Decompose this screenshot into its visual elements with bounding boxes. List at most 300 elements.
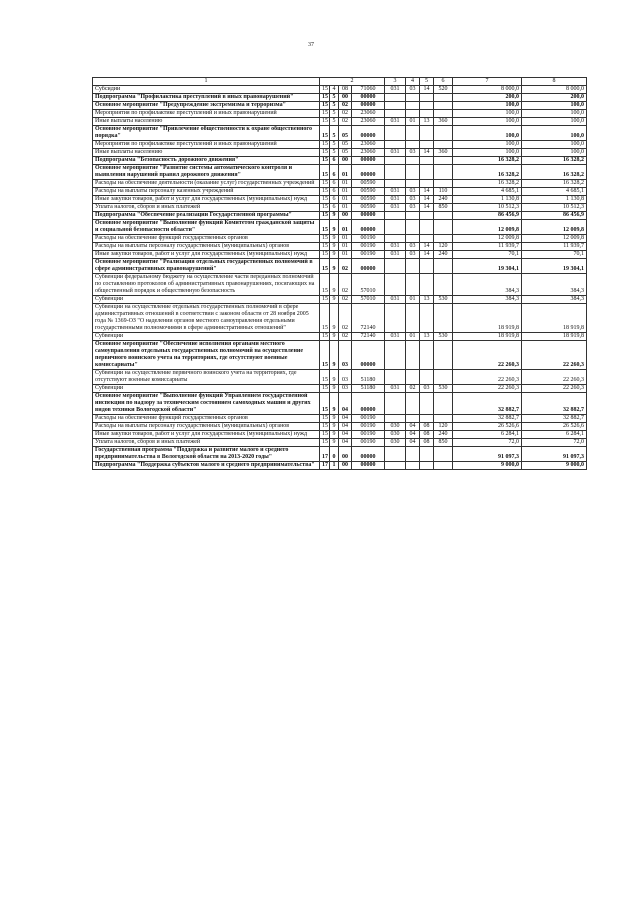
section-code [406, 212, 420, 220]
row-name: Уплата налогов, сборов и иных платежей [93, 204, 320, 212]
code-subprogram: 9 [330, 415, 339, 423]
amount-year2: 100,0 [522, 118, 587, 126]
row-name: Основное мероприятие "Выполнение функций Комитетом гражданской защиты и социальной безопасности области" [93, 220, 320, 235]
code-direction: 00000 [352, 393, 385, 415]
code-measure: 00 [339, 462, 352, 470]
grbs-code [385, 220, 406, 235]
row-name: Мероприятия по профилактике преступлений и иных правонарушений [93, 141, 320, 149]
budget-table [92, 77, 587, 470]
code-direction: 00000 [352, 102, 385, 110]
grbs-code [385, 415, 406, 423]
row-name: Расходы на выплаты персоналу казенных учреждений [93, 188, 320, 196]
header-cell: 8 [522, 78, 587, 86]
amount-year1: 200,0 [453, 94, 522, 102]
code-measure: 05 [339, 149, 352, 157]
table-row [93, 251, 587, 259]
subsection-code [420, 180, 434, 188]
expense-type-code: 530 [434, 385, 453, 393]
code-direction: 00590 [352, 188, 385, 196]
code-subprogram: 9 [330, 259, 339, 274]
code-direction: 72140 [352, 304, 385, 333]
section-code [406, 235, 420, 243]
code-subprogram: 6 [330, 180, 339, 188]
amount-year1: 16 328,2 [453, 157, 522, 165]
code-subprogram: 9 [330, 385, 339, 393]
grbs-code: 031 [385, 149, 406, 157]
section-code [406, 274, 420, 296]
code-measure: 01 [339, 235, 352, 243]
table-row [93, 447, 587, 462]
amount-year1: 100,0 [453, 102, 522, 110]
subsection-code: 14 [420, 188, 434, 196]
code-measure: 02 [339, 102, 352, 110]
expense-type-code: 240 [434, 196, 453, 204]
subsection-code: 14 [420, 204, 434, 212]
expense-type-code [434, 212, 453, 220]
code-subprogram: 6 [330, 196, 339, 204]
section-code: 03 [406, 204, 420, 212]
grbs-code [385, 94, 406, 102]
code-subprogram: 9 [330, 439, 339, 447]
grbs-code: 031 [385, 333, 406, 341]
amount-year2: 70,1 [522, 251, 587, 259]
amount-year1: 26 526,6 [453, 423, 522, 431]
code-program: 15 [320, 259, 330, 274]
amount-year1: 100,0 [453, 149, 522, 157]
expense-type-code [434, 235, 453, 243]
code-program: 15 [320, 180, 330, 188]
grbs-code [385, 102, 406, 110]
section-code [406, 94, 420, 102]
amount-year1: 10 512,3 [453, 204, 522, 212]
grbs-code [385, 235, 406, 243]
code-subprogram: 6 [330, 204, 339, 212]
subsection-code: 14 [420, 196, 434, 204]
code-subprogram: 9 [330, 220, 339, 235]
code-program: 15 [320, 431, 330, 439]
expense-type-code [434, 126, 453, 141]
code-direction: 23060 [352, 118, 385, 126]
code-subprogram: 0 [330, 447, 339, 462]
amount-year1: 6 284,1 [453, 431, 522, 439]
code-measure: 04 [339, 393, 352, 415]
expense-type-code [434, 110, 453, 118]
table-row [93, 126, 587, 141]
code-measure: 01 [339, 243, 352, 251]
expense-type-code [434, 304, 453, 333]
code-program: 15 [320, 102, 330, 110]
amount-year1: 18 919,8 [453, 304, 522, 333]
code-subprogram: 5 [330, 141, 339, 149]
code-program: 15 [320, 304, 330, 333]
row-name: Основное мероприятие "Реализация отдельных государственных полномочий в сфере административных правонарушений" [93, 259, 320, 274]
table-row [93, 110, 587, 118]
code-program: 17 [320, 462, 330, 470]
amount-year2: 8 000,0 [522, 86, 587, 94]
row-name: Расходы на обеспечение функций государственных органов [93, 235, 320, 243]
code-measure: 02 [339, 259, 352, 274]
section-code: 01 [406, 333, 420, 341]
row-name: Расходы на обеспечение функций государственных органов [93, 415, 320, 423]
table-row [93, 196, 587, 204]
subsection-code [420, 274, 434, 296]
row-name: Иные закупки товаров, работ и услуг для государственных (муниципальных) нужд [93, 431, 320, 439]
amount-year1: 22 260,3 [453, 385, 522, 393]
amount-year1: 18 919,8 [453, 333, 522, 341]
subsection-code [420, 110, 434, 118]
subsection-code [420, 341, 434, 370]
code-direction: 57010 [352, 274, 385, 296]
row-name: Основное мероприятие "Привлечение общественности к охране общественного порядка" [93, 126, 320, 141]
row-name: Мероприятия по профилактике преступлений и иных правонарушений [93, 110, 320, 118]
amount-year1: 100,0 [453, 126, 522, 141]
amount-year2: 22 260,3 [522, 370, 587, 385]
amount-year2: 100,0 [522, 141, 587, 149]
subsection-code [420, 141, 434, 149]
code-measure: 04 [339, 423, 352, 431]
grbs-code: 031 [385, 188, 406, 196]
section-code: 01 [406, 296, 420, 304]
code-direction: 00190 [352, 243, 385, 251]
code-subprogram: 9 [330, 393, 339, 415]
code-program: 15 [320, 333, 330, 341]
row-name: Основное мероприятие "Обеспечение исполнения органами местного самоуправления отдельных государственных полномочий на осуществление первичного воинского учета на территориях, где отсутствуют военные комиссариаты" [93, 341, 320, 370]
expense-type-code [434, 180, 453, 188]
code-subprogram: 6 [330, 188, 339, 196]
row-name: Подпрограмма "Безопасность дорожного движения" [93, 157, 320, 165]
code-direction: 00000 [352, 165, 385, 180]
grbs-code [385, 447, 406, 462]
amount-year2: 72,0 [522, 439, 587, 447]
code-measure: 00 [339, 157, 352, 165]
row-name: Иные выплаты населению [93, 118, 320, 126]
grbs-code [385, 462, 406, 470]
grbs-code [385, 274, 406, 296]
subsection-code [420, 393, 434, 415]
table-row [93, 141, 587, 149]
expense-type-code [434, 393, 453, 415]
section-code [406, 415, 420, 423]
code-program: 15 [320, 341, 330, 370]
row-name: Иные выплаты населению [93, 149, 320, 157]
amount-year2: 12 009,8 [522, 235, 587, 243]
section-code [406, 126, 420, 141]
amount-year1: 1 130,8 [453, 196, 522, 204]
code-direction: 71060 [352, 86, 385, 94]
amount-year1: 100,0 [453, 110, 522, 118]
table-row [93, 204, 587, 212]
amount-year1: 70,1 [453, 251, 522, 259]
table-row [93, 212, 587, 220]
code-direction: 00000 [352, 212, 385, 220]
table-row [93, 118, 587, 126]
expense-type-code: 110 [434, 188, 453, 196]
section-code [406, 370, 420, 385]
amount-year1: 72,0 [453, 439, 522, 447]
grbs-code [385, 126, 406, 141]
code-direction: 00190 [352, 423, 385, 431]
row-name: Расходы на выплаты персоналу государственных (муниципальных) органов [93, 243, 320, 251]
subsection-code: 14 [420, 251, 434, 259]
section-code: 04 [406, 439, 420, 447]
amount-year1: 12 009,8 [453, 235, 522, 243]
expense-type-code [434, 462, 453, 470]
code-program: 15 [320, 165, 330, 180]
subsection-code [420, 447, 434, 462]
table-body [93, 86, 587, 470]
amount-year2: 16 328,2 [522, 180, 587, 188]
row-name: Иные закупки товаров, работ и услуг для государственных (муниципальных) нужд [93, 251, 320, 259]
expense-type-code [434, 165, 453, 180]
table-row [93, 188, 587, 196]
expense-type-code [434, 370, 453, 385]
code-subprogram: 5 [330, 94, 339, 102]
code-direction: 00190 [352, 431, 385, 439]
code-program: 15 [320, 393, 330, 415]
expense-type-code [434, 259, 453, 274]
row-name: Основное мероприятие "Выполнение функций Управлением государственной инспекции по надзору за техническим состоянием самоходных машин и других видов техники Вологодской области" [93, 393, 320, 415]
section-code: 01 [406, 118, 420, 126]
amount-year2: 32 882,7 [522, 415, 587, 423]
amount-year2: 100,0 [522, 126, 587, 141]
subsection-code [420, 126, 434, 141]
code-direction: 00190 [352, 439, 385, 447]
code-program: 15 [320, 196, 330, 204]
grbs-code: 031 [385, 204, 406, 212]
code-measure: 01 [339, 188, 352, 196]
code-direction: 00190 [352, 415, 385, 423]
code-measure: 02 [339, 110, 352, 118]
code-subprogram: 6 [330, 157, 339, 165]
section-code [406, 304, 420, 333]
section-code: 03 [406, 188, 420, 196]
amount-year1: 22 260,3 [453, 341, 522, 370]
subsection-code [420, 165, 434, 180]
code-direction: 23060 [352, 149, 385, 157]
code-measure: 01 [339, 220, 352, 235]
expense-type-code [434, 141, 453, 149]
amount-year1: 86 456,9 [453, 212, 522, 220]
amount-year2: 100,0 [522, 102, 587, 110]
table-row [93, 439, 587, 447]
code-direction: 00000 [352, 341, 385, 370]
code-measure: 04 [339, 431, 352, 439]
section-code [406, 220, 420, 235]
subsection-code: 13 [420, 296, 434, 304]
section-code: 03 [406, 243, 420, 251]
amount-year2: 32 882,7 [522, 393, 587, 415]
amount-year2: 18 919,8 [522, 304, 587, 333]
subsection-code [420, 94, 434, 102]
code-direction: 00590 [352, 180, 385, 188]
amount-year2: 100,0 [522, 110, 587, 118]
expense-type-code: 240 [434, 251, 453, 259]
grbs-code: 031 [385, 243, 406, 251]
code-program: 15 [320, 415, 330, 423]
table-row [93, 149, 587, 157]
subsection-code [420, 415, 434, 423]
section-code [406, 180, 420, 188]
code-direction: 00000 [352, 220, 385, 235]
table-row [93, 180, 587, 188]
grbs-code: 030 [385, 439, 406, 447]
table-row [93, 462, 587, 470]
code-direction: 51180 [352, 370, 385, 385]
section-code [406, 110, 420, 118]
table-row [93, 102, 587, 110]
code-direction: 00590 [352, 196, 385, 204]
row-name: Субвенции [93, 333, 320, 341]
code-program: 17 [320, 447, 330, 462]
row-name: Подпрограмма "Поддержка субъектов малого и среднего предпринимательства" [93, 462, 320, 470]
table-row [93, 220, 587, 235]
code-subprogram: 6 [330, 165, 339, 180]
code-subprogram: 9 [330, 243, 339, 251]
section-code: 03 [406, 196, 420, 204]
code-subprogram: 4 [330, 86, 339, 94]
row-name: Субвенции на осуществление первичного воинского учета на территориях, где отсутствуют военные комиссариаты [93, 370, 320, 385]
amount-year1: 4 685,1 [453, 188, 522, 196]
code-measure: 01 [339, 196, 352, 204]
code-program: 15 [320, 243, 330, 251]
expense-type-code: 120 [434, 423, 453, 431]
header-cell: 1 [93, 78, 320, 86]
code-program: 15 [320, 188, 330, 196]
header-cell: 2 [320, 78, 385, 86]
code-direction: 51180 [352, 385, 385, 393]
code-program: 15 [320, 141, 330, 149]
row-name: Субвенции [93, 385, 320, 393]
amount-year1: 100,0 [453, 118, 522, 126]
subsection-code [420, 212, 434, 220]
amount-year1: 8 000,0 [453, 86, 522, 94]
table-row [93, 296, 587, 304]
code-measure: 03 [339, 341, 352, 370]
grbs-code: 031 [385, 118, 406, 126]
code-program: 15 [320, 126, 330, 141]
code-program: 15 [320, 157, 330, 165]
code-program: 15 [320, 235, 330, 243]
row-name: Иные закупки товаров, работ и услуг для государственных (муниципальных) нужд [93, 196, 320, 204]
amount-year2: 384,3 [522, 274, 587, 296]
code-direction: 00190 [352, 251, 385, 259]
expense-type-code [434, 274, 453, 296]
code-measure: 00 [339, 94, 352, 102]
expense-type-code [434, 102, 453, 110]
header-cell: 6 [434, 78, 453, 86]
code-subprogram: 9 [330, 341, 339, 370]
section-code [406, 165, 420, 180]
grbs-code: 030 [385, 431, 406, 439]
amount-year2: 91 097,3 [522, 447, 587, 462]
grbs-code [385, 180, 406, 188]
amount-year2: 16 328,2 [522, 157, 587, 165]
expense-type-code [434, 447, 453, 462]
header-cell: 7 [453, 78, 522, 86]
code-subprogram: 9 [330, 212, 339, 220]
amount-year1: 384,3 [453, 274, 522, 296]
row-name: Расходы на обеспечение деятельности (оказание услуг) государственных учреждений [93, 180, 320, 188]
table-row [93, 235, 587, 243]
row-name: Подпрограмма "Обеспечение реализации Государственной программы" [93, 212, 320, 220]
grbs-code [385, 157, 406, 165]
code-subprogram: 1 [330, 462, 339, 470]
code-measure: 04 [339, 415, 352, 423]
code-program: 15 [320, 86, 330, 94]
code-direction: 23060 [352, 110, 385, 118]
subsection-code: 14 [420, 149, 434, 157]
table-row [93, 304, 587, 333]
section-code [406, 447, 420, 462]
code-subprogram: 9 [330, 274, 339, 296]
amount-year1: 100,0 [453, 141, 522, 149]
amount-year2: 19 304,1 [522, 259, 587, 274]
amount-year2: 384,3 [522, 296, 587, 304]
section-code: 04 [406, 423, 420, 431]
grbs-code [385, 393, 406, 415]
table-row [93, 431, 587, 439]
code-measure: 08 [339, 86, 352, 94]
section-code [406, 462, 420, 470]
grbs-code [385, 370, 406, 385]
subsection-code [420, 370, 434, 385]
subsection-code: 13 [420, 118, 434, 126]
section-code [406, 141, 420, 149]
table-row [93, 94, 587, 102]
row-name: Основное мероприятие "Развитие системы автоматического контроля и выявления нарушений правил дорожного движения" [93, 165, 320, 180]
subsection-code [420, 259, 434, 274]
expense-type-code [434, 220, 453, 235]
amount-year2: 26 526,6 [522, 423, 587, 431]
amount-year2: 10 512,3 [522, 204, 587, 212]
table-row [93, 157, 587, 165]
grbs-code [385, 212, 406, 220]
amount-year2: 18 919,8 [522, 333, 587, 341]
section-code: 02 [406, 385, 420, 393]
grbs-code: 030 [385, 423, 406, 431]
header-cell: 4 [406, 78, 420, 86]
section-code: 04 [406, 431, 420, 439]
amount-year2: 12 009,8 [522, 220, 587, 235]
subsection-code [420, 102, 434, 110]
table-row [93, 243, 587, 251]
subsection-code: 13 [420, 333, 434, 341]
amount-year2: 200,0 [522, 94, 587, 102]
grbs-code [385, 110, 406, 118]
amount-year1: 11 939,7 [453, 243, 522, 251]
amount-year1: 19 304,1 [453, 259, 522, 274]
code-measure: 03 [339, 370, 352, 385]
grbs-code: 031 [385, 296, 406, 304]
code-subprogram: 9 [330, 296, 339, 304]
section-code: 03 [406, 251, 420, 259]
grbs-code: 031 [385, 385, 406, 393]
table-row [93, 341, 587, 370]
code-direction: 00000 [352, 447, 385, 462]
expense-type-code: 520 [434, 86, 453, 94]
grbs-code: 031 [385, 251, 406, 259]
header-cell: 5 [420, 78, 434, 86]
code-direction: 23060 [352, 141, 385, 149]
expense-type-code: 120 [434, 243, 453, 251]
expense-type-code: 850 [434, 439, 453, 447]
subsection-code [420, 304, 434, 333]
row-name: Уплата налогов, сборов и иных платежей [93, 439, 320, 447]
code-subprogram: 9 [330, 304, 339, 333]
table-row [93, 393, 587, 415]
row-name: Субсидии [93, 86, 320, 94]
section-code [406, 259, 420, 274]
